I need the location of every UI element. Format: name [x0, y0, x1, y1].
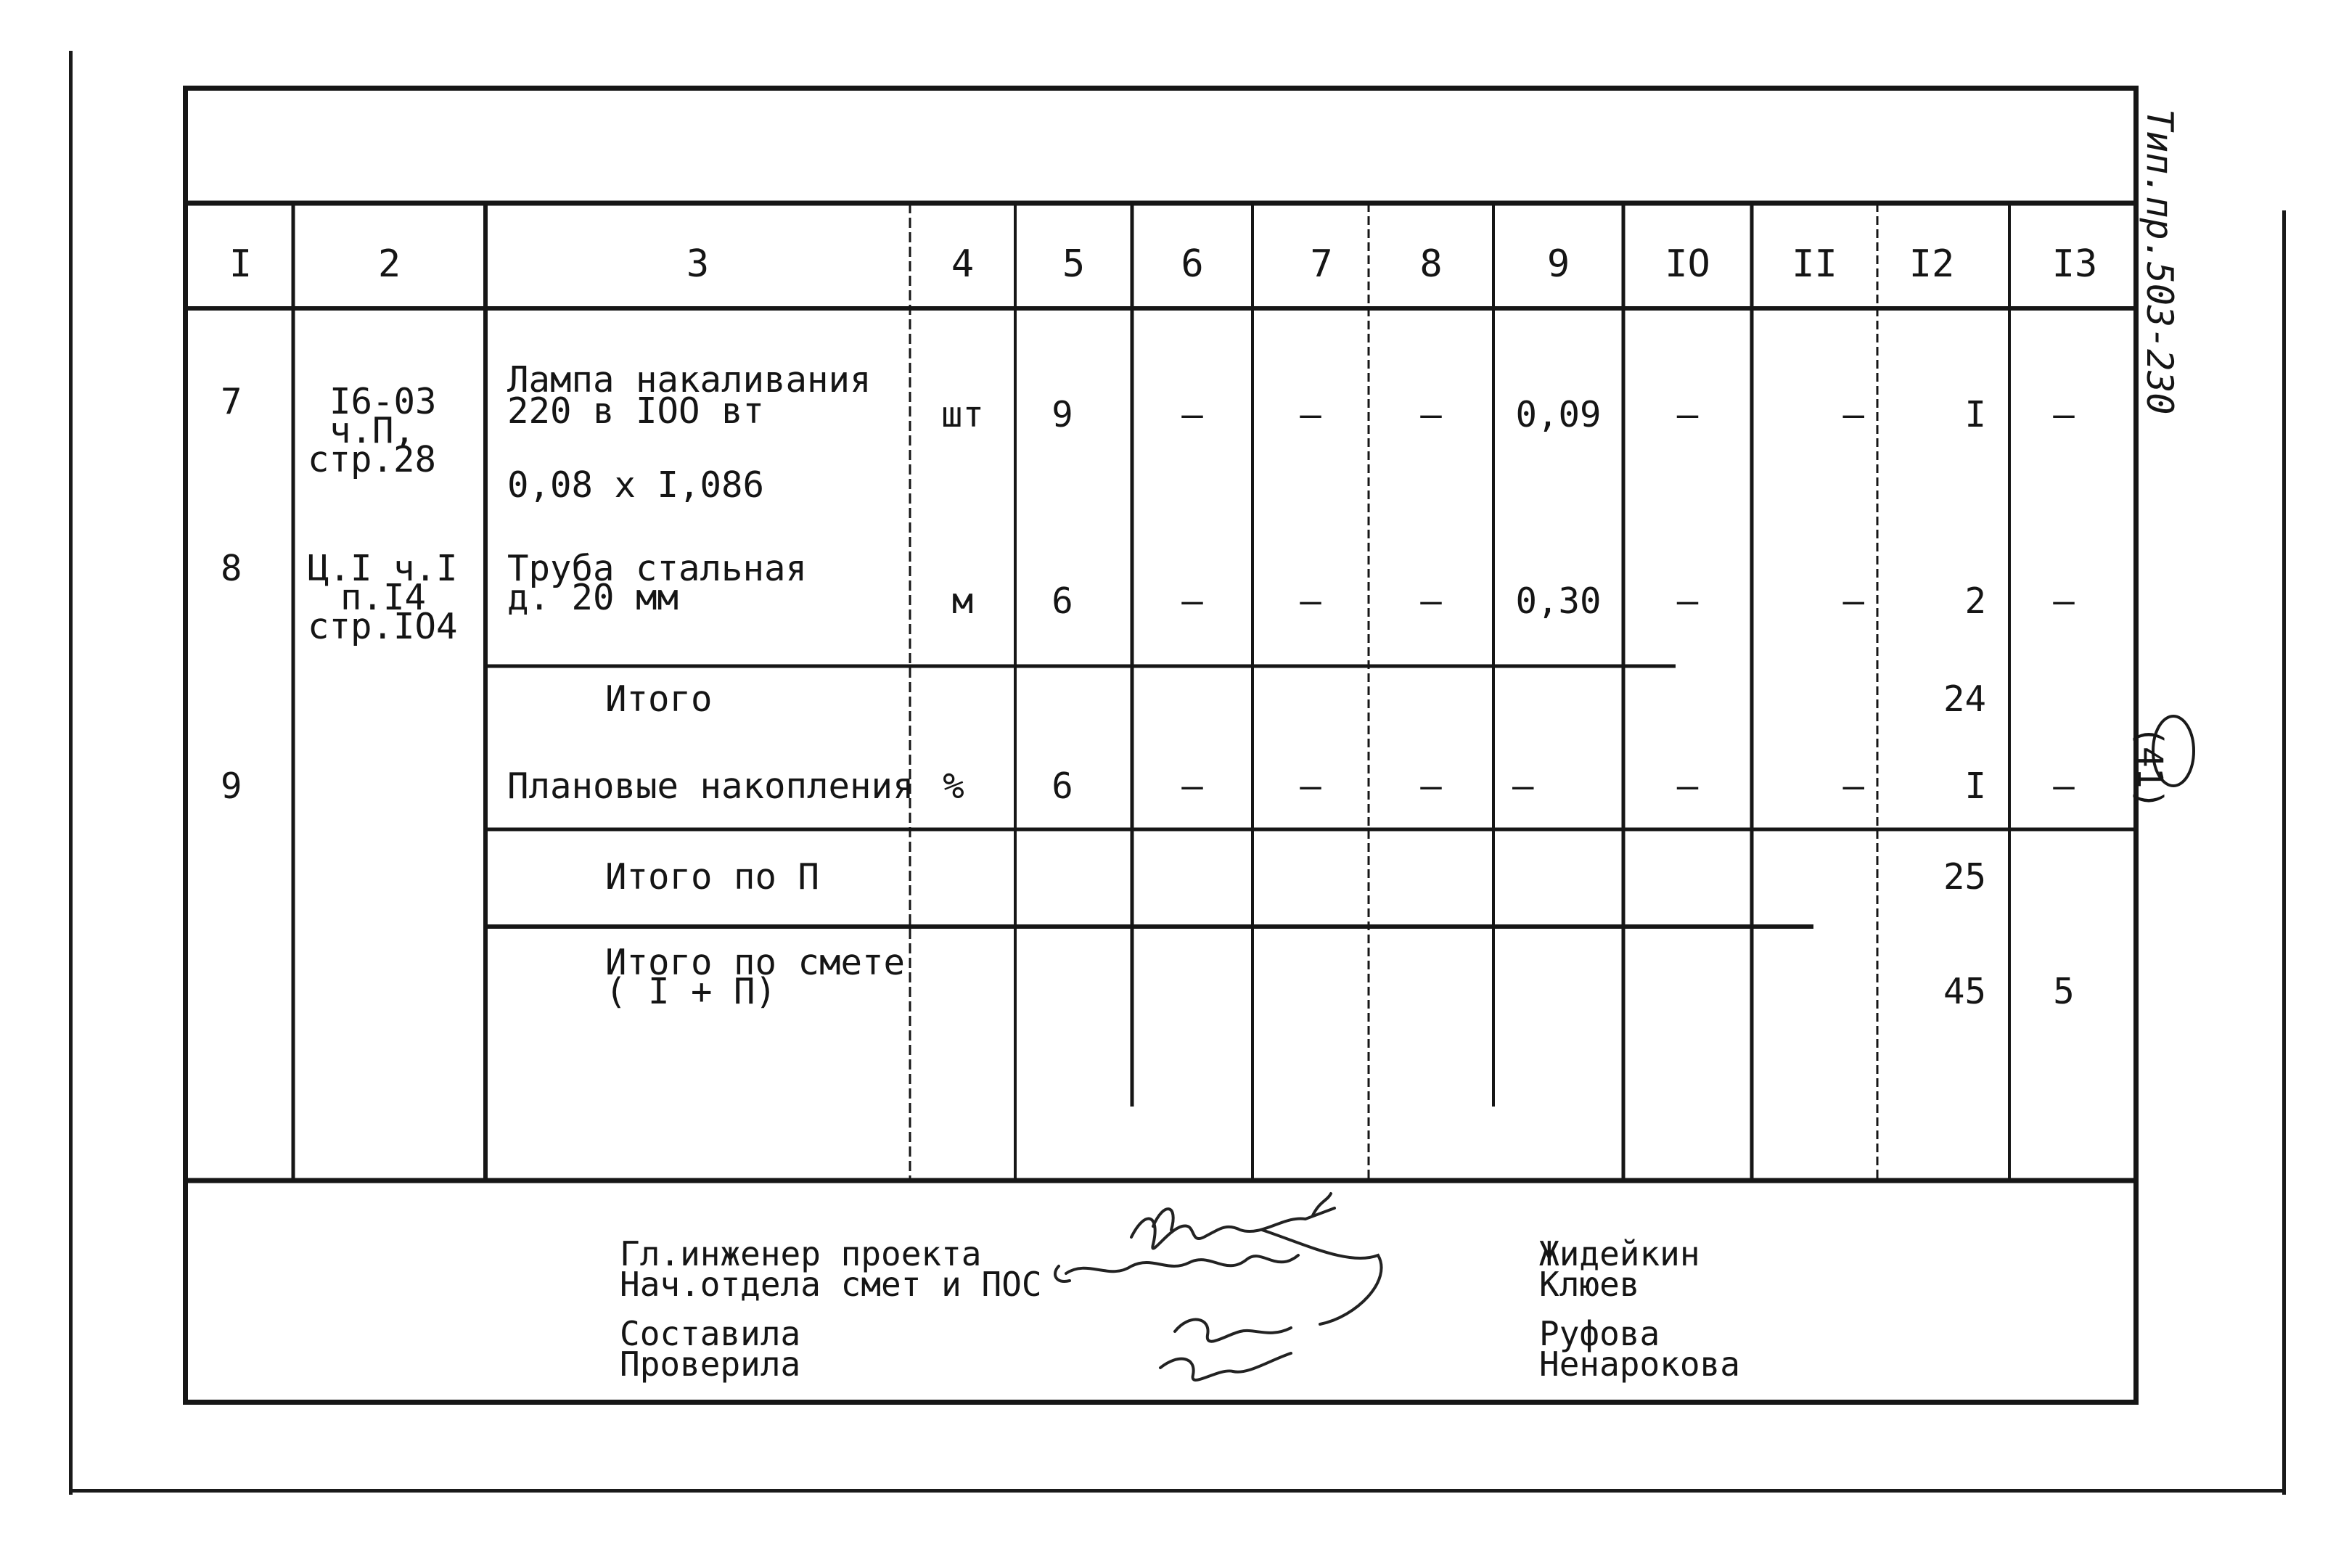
page-border-left [69, 51, 73, 1495]
total-section-2-value: 25 [1943, 856, 1986, 898]
row-qty: 6 [1051, 765, 1073, 807]
row-cell-10: – [1676, 765, 1699, 807]
row-cell-10: – [1676, 580, 1699, 622]
row-cell-13: – [2053, 394, 2075, 435]
col-header-6: 6 [1181, 242, 1204, 286]
role-checked-by: Проверила [620, 1345, 801, 1384]
row-cell-7: – [1300, 394, 1321, 435]
total-section-2-label: Итого по П [605, 856, 820, 898]
row-unit: % [943, 765, 964, 807]
row-formula: 0,08 x I,086 [507, 464, 765, 506]
row-qty: 6 [1051, 580, 1073, 622]
row-name-line: д. 20 мм [507, 577, 679, 618]
row-cell-12: I [1964, 765, 1986, 807]
col-header-13: I3 [2051, 242, 2098, 286]
row-cell-9: – [1512, 765, 1534, 807]
row-cell-8: – [1420, 765, 1442, 807]
handwritten-signatures [1044, 1186, 1451, 1404]
role-estimates-head: Нач.отдела смет и ПОС [620, 1265, 1042, 1304]
col-header-4: 4 [951, 242, 975, 286]
col-header-11: II [1792, 242, 1837, 286]
col-header-12: I2 [1909, 242, 1955, 286]
row-unit: шт [940, 394, 984, 435]
col-header-9: 9 [1546, 242, 1570, 286]
row-cell-10: – [1676, 394, 1699, 435]
col-header-3: 3 [686, 242, 710, 286]
row-name-line: Труба стальная [507, 548, 808, 589]
estimate-sheet [183, 86, 2139, 1405]
name-estimates-head: Клюев [1539, 1265, 1640, 1304]
row-number: 8 [221, 548, 242, 589]
row-cell-11: – [1842, 580, 1864, 622]
row-ref-line: I6-03 [329, 381, 437, 422]
row-cell-7: – [1300, 765, 1321, 807]
row-ref-line: Ц.I ч.I [308, 548, 458, 589]
row-cell-13: – [2053, 580, 2075, 622]
row-number: 9 [221, 765, 242, 807]
page-border-right [2282, 210, 2286, 1495]
total-value: 24 [1943, 678, 1986, 720]
row-cell-6: – [1181, 580, 1203, 622]
col-header-5: 5 [1062, 242, 1086, 286]
name-compiled-by: Руфова [1539, 1314, 1660, 1353]
row-cell-6: – [1181, 765, 1203, 807]
row-name-line: 220 в IOO вт [507, 390, 765, 432]
total-label: Итого [605, 678, 713, 720]
row-cell-9: 0,30 [1515, 580, 1602, 622]
row-cell-6: – [1181, 394, 1203, 435]
row-qty: 9 [1051, 394, 1073, 435]
name-chief-engineer: Жидейкин [1539, 1234, 1700, 1273]
row-cell-12: I [1964, 394, 1986, 435]
project-code-stamp: Тип.пр.503-230 [2139, 109, 2181, 415]
row-ref-line: стр.IO4 [308, 606, 458, 647]
planned-label: Плановые накопления [507, 765, 914, 807]
row-number: 7 [221, 381, 242, 422]
row-cell-8: – [1420, 394, 1442, 435]
estimate-total-label-line: ( I + П) [605, 971, 777, 1012]
row-cell-11: – [1842, 394, 1864, 435]
col-header-1: I [229, 242, 253, 286]
row-cell-8: – [1420, 580, 1442, 622]
row-cell-7: – [1300, 580, 1321, 622]
col-header-2: 2 [377, 242, 401, 286]
estimate-total-value-13: 5 [2053, 971, 2075, 1012]
row-name-line: Лампа накаливания [507, 359, 872, 401]
row-ref-line: стр.28 [308, 439, 437, 480]
role-compiled-by: Составила [620, 1314, 801, 1353]
row-ref-line: ч.П, [329, 410, 416, 451]
row-cell-9: 0,09 [1515, 394, 1602, 435]
col-header-7: 7 [1310, 242, 1333, 286]
role-chief-engineer: Гл.инженер проекта [620, 1234, 982, 1273]
name-checked-by: Ненарокова [1539, 1345, 1740, 1384]
row-cell-13: – [2053, 765, 2075, 807]
row-cell-11: – [1842, 765, 1864, 807]
row-cell-12: 2 [1964, 580, 1986, 622]
col-header-8: 8 [1419, 242, 1443, 286]
page-border-bottom [69, 1489, 2286, 1493]
estimate-total-label-line: Итого по смете [605, 942, 906, 983]
page-number: (41) [2129, 726, 2170, 810]
col-header-10: IO [1665, 242, 1710, 286]
row-unit: м [951, 580, 974, 622]
row-ref-line: п.I4 [340, 577, 427, 618]
estimate-total-value: 45 [1943, 971, 1986, 1012]
